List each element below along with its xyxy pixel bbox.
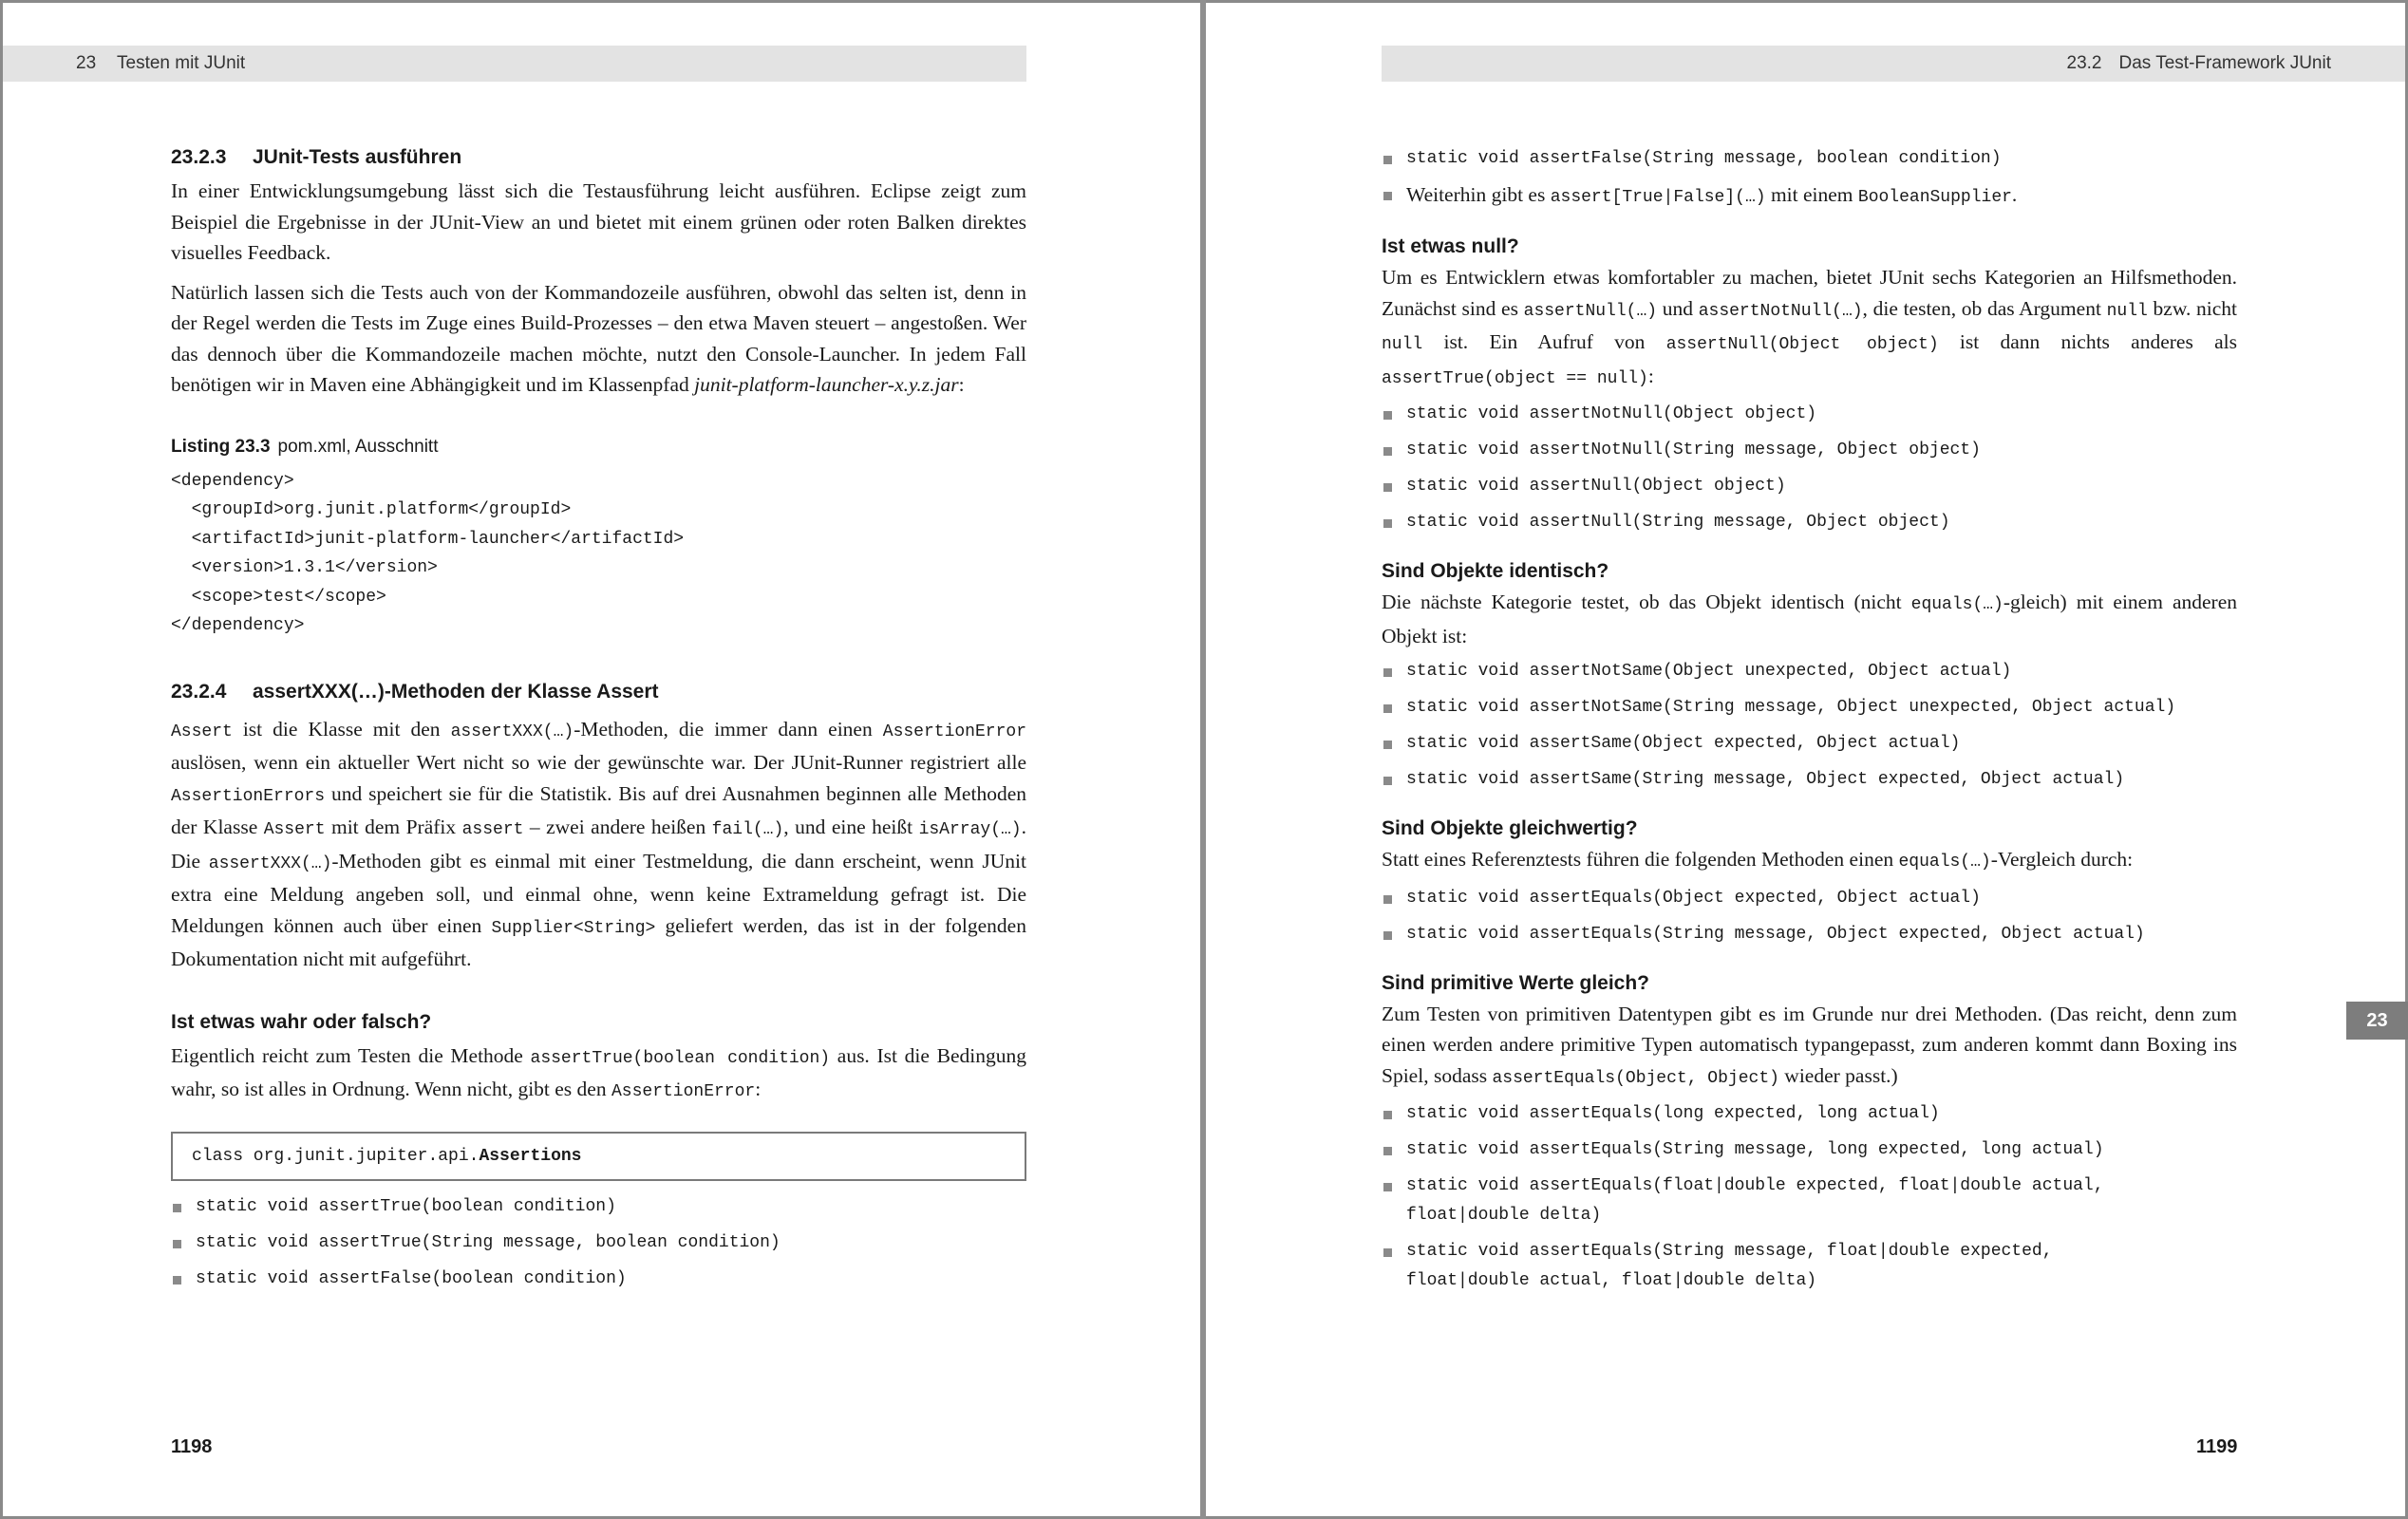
inline-code: Supplier<String> (491, 918, 656, 938)
inline-code: isArray(…) (918, 820, 1022, 839)
inline-code: null (1382, 335, 1423, 354)
inline-code: assertXXX(…) (208, 853, 332, 873)
inline-code: assertTrue(object == null) (1382, 368, 1648, 388)
paragraph-equal: Statt eines Referenztests führen die folgenden Methoden einen equals(…)-Vergleich durch: (1382, 848, 2134, 872)
signature-continuation: float|double actual, float|double delta) (1406, 1271, 1817, 1290)
list-item (1382, 180, 2237, 213)
listing-code: <dependency> <groupId>org.junit.platform</groupId> <artifactId>junit-platform-launcher</artifactId> <version>1.3.1</version> <scope>test</scope> </dependency> (171, 471, 685, 635)
class-box (171, 1132, 1026, 1181)
page-number-left: 1198 (171, 1436, 213, 1457)
header-chapter-title: Testen mit JUnit (117, 53, 246, 73)
method-signature (1382, 508, 2237, 537)
bullet-icon (1383, 1111, 1392, 1119)
bullet-icon (1383, 447, 1392, 456)
inline-code: null (2106, 301, 2148, 321)
signature-text: static void assertTrue(boolean condition) (196, 1196, 616, 1216)
method-signature (1382, 144, 2237, 174)
bullet-icon (1383, 895, 1392, 904)
left-page (171, 142, 1026, 1301)
jar-filename: junit-platform-launcher-x.y.z.jar (694, 373, 959, 396)
method-signature (1382, 1135, 2237, 1165)
inline-code: equals(…) (1898, 853, 1991, 872)
signature-text: static void assertSame(Object expected, Object actual) (1406, 734, 1961, 753)
class-package: class org.junit.jupiter.api. (192, 1146, 480, 1166)
list-item-text: Weiterhin gibt es assert[True|False](…) mit einem BooleanSupplier. (1406, 183, 2018, 207)
paragraph-eclipse: In einer Entwicklungsumgebung lässt sich die Testausführung leicht ausführen. Eclipse zeigt zum Beispiel die Ergebnisse in der JUnit-View an und bietet mit einem grünen oder roten Balken direktes visuelles Feedback. (171, 179, 1026, 264)
section-title: assertXXX(…)-Methoden der Klasse Assert (253, 680, 659, 703)
paragraph-end: : (958, 373, 965, 396)
section-title: JUnit-Tests ausführen (253, 146, 462, 168)
signature-text: static void assertEquals(String message, float|double expected, (1406, 1242, 2053, 1261)
signature-text: static void assertTrue(String message, boolean condition) (196, 1232, 781, 1252)
inline-code: AssertionErrors (171, 786, 326, 806)
paragraph-primitive: Zum Testen von primitiven Datentypen gibt es im Grunde nur drei Methoden. (Das reicht, denn zum einen werden andere primitive Typen automatisch typangepasst, zum anderen kommt dann Boxing ins Spiel, sodass assertEquals(Object, Object) wieder passt.) (1382, 1002, 2237, 1088)
inline-code: assert[True|False](…) (1550, 188, 1766, 207)
inline-code: assertNotNull(…) (1698, 301, 1863, 321)
section-number: 23.2.3 (171, 146, 227, 168)
listing-caption (171, 437, 1026, 458)
subheading-same: Sind Objekte identisch? (1382, 560, 1609, 582)
inline-code: Assert (263, 820, 326, 839)
method-signature (1382, 1099, 2237, 1129)
page-number-right: 1199 (2196, 1436, 2238, 1457)
header-section-title: Das Test-Framework JUnit (2118, 53, 2331, 73)
paragraph-null: Um es Entwicklern etwas komfortabler zu machen, bietet JUnit sechs Kategorien an Hilfsmethoden. Zunächst sind es assertNull(…) und assertNotNull(…), die testen, ob das Argument null bzw. nicht null ist. Ein Aufruf von assertNull(Object object) ist dann nichts anderes als assertTrue(object == null): (1382, 266, 2238, 388)
listing-title: pom.xml, Ausschnitt (277, 436, 439, 457)
signature-list (1382, 400, 2237, 537)
bullet-icon (1383, 704, 1392, 713)
bullet-icon (173, 1276, 181, 1285)
bullet-icon (1383, 156, 1392, 164)
method-signature (1382, 657, 2237, 686)
bullet-icon (173, 1240, 181, 1248)
method-signature (1382, 1172, 2237, 1230)
section-heading-23-2-4 (171, 681, 1026, 703)
signature-text: static void assertFalse(String message, boolean condition) (1406, 149, 2002, 168)
class-name: Assertions (479, 1146, 582, 1166)
signature-text: static void assertNotSame(String message, Object unexpected, Object actual) (1406, 698, 2176, 717)
inline-code: assertTrue(boolean condition) (530, 1048, 831, 1068)
bullet-icon (1383, 192, 1392, 200)
section-heading-23-2-3 (171, 146, 1026, 169)
inline-code: AssertionError (611, 1082, 756, 1101)
method-signature (1382, 436, 2237, 465)
signature-text: static void assertNotNull(Object object) (1406, 404, 1817, 423)
method-signature (1382, 1237, 2237, 1296)
bullet-icon (1383, 1147, 1392, 1155)
page-gutter (1200, 0, 1206, 1519)
inline-code: equals(…) (1910, 595, 2004, 614)
inline-code: assert (461, 820, 524, 839)
bullet-icon (1383, 483, 1392, 492)
signature-continuation: float|double delta) (1406, 1206, 1602, 1225)
running-header-left (3, 46, 1026, 82)
signature-text: static void assertEquals(float|double expected, float|double actual, (1406, 1176, 2104, 1195)
header-section-number: 23.2 (2066, 53, 2102, 73)
method-signature (1382, 472, 2237, 501)
right-page (1382, 142, 2237, 1303)
bullet-icon (1383, 1183, 1392, 1191)
paragraph-commandline (171, 277, 1026, 401)
inline-code: AssertionError (882, 722, 1026, 741)
method-signature (171, 1192, 1026, 1222)
signature-text: static void assertFalse(boolean condition) (196, 1268, 627, 1288)
subheading-primitive: Sind primitive Werte gleich? (1382, 971, 1650, 994)
paragraph-text: Natürlich lassen sich die Tests auch von der Kommandozeile ausführen, obwohl das selten ist, denn in der Regel werden die Tests im Zuge eines Build-Prozesses – den etwa Maven steuert – angestoßen. Wer das dennoch über die Kommandozeile machen möchte, nutzt den Console-Launcher. In jedem Fall benötigen wir in Maven eine Abhängigkeit und im Klassenpfad (171, 280, 1026, 396)
header-chapter-number: 23 (76, 53, 97, 73)
inline-code: fail(…) (711, 820, 784, 839)
signature-text: static void assertEquals(Object expected, Object actual) (1406, 888, 1981, 908)
subheading-null: Ist etwas null? (1382, 235, 1519, 257)
method-signature (1382, 765, 2237, 795)
inline-code: assertNull(Object object) (1665, 335, 1939, 354)
inline-code: Assert (171, 722, 233, 741)
inline-code: BooleanSupplier (1857, 188, 2012, 207)
note-list (1382, 180, 2237, 213)
signature-text: static void assertSame(String message, Object expected, Object actual) (1406, 770, 2125, 789)
bullet-icon (1383, 1248, 1392, 1257)
signature-text: static void assertEquals(long expected, long actual) (1406, 1104, 1940, 1123)
inline-code: assertEquals(Object, Object) (1492, 1068, 1779, 1088)
bullet-icon (1383, 741, 1392, 749)
running-header-right (1382, 46, 2405, 82)
listing-number: Listing 23.3 (171, 436, 271, 457)
signature-text: static void assertEquals(String message, long expected, long actual) (1406, 1140, 2104, 1159)
signature-text: static void assertEquals(String message, Object expected, Object actual) (1406, 924, 2145, 944)
bullet-icon (1383, 519, 1392, 528)
method-signature (171, 1265, 1026, 1294)
method-signature (1382, 693, 2237, 722)
inline-code: assertXXX(…) (450, 722, 574, 741)
bullet-icon (1383, 668, 1392, 677)
chapter-thumb-tab: 23 (2346, 1002, 2408, 1040)
signature-list (171, 1192, 1026, 1294)
signature-text: static void assertNull(Object object) (1406, 477, 1786, 496)
method-signature (1382, 400, 2237, 429)
paragraph-asserttrue: Eigentlich reicht zum Testen die Methode assertTrue(boolean condition) aus. Ist die Bedingung wahr, so ist alles in Ordnung. Wenn nicht, gibt es den AssertionError: (171, 1043, 1026, 1101)
signature-list (1382, 144, 2237, 174)
paragraph-assert: Assert ist die Klasse mit den assertXXX(…)-Methoden, die immer dann einen AssertionError auslösen, wenn ein aktueller Wert nicht so wie der gewünschte war. Der JUnit-Runner registriert alle AssertionErrors und speichert sie für die Statistik. Bis auf drei Ausnahmen beginnen alle Methoden der Klasse Assert mit dem Präfix assert – zwei andere heißen fail(…), und eine heißt isArray(…). Die assertXXX(…)-Methoden gibt es einmal mit einer Testmeldung, die dann erscheint, wenn JUnit extra eine Meldung angeben soll, und einmal ohne, wenn keine Extrameldung gefragt ist. Die Meldungen können auch über einen Supplier<String> geliefert werden, das ist in der folgenden Dokumentation nicht mit aufgeführt. (171, 717, 1026, 970)
bullet-icon (173, 1204, 181, 1212)
signature-text: static void assertNull(String message, Object object) (1406, 513, 1950, 532)
section-number: 23.2.4 (171, 680, 227, 703)
bullet-icon (1383, 931, 1392, 940)
bullet-icon (1383, 777, 1392, 785)
signature-list (1382, 657, 2237, 795)
subheading-true-false: Ist etwas wahr oder falsch? (171, 1010, 432, 1033)
signature-text: static void assertNotNull(String message, Object object) (1406, 441, 1981, 459)
method-signature (1382, 884, 2237, 913)
signature-list (1382, 884, 2237, 949)
subheading-equal: Sind Objekte gleichwertig? (1382, 817, 1638, 839)
signature-text: static void assertNotSame(Object unexpected, Object actual) (1406, 662, 2012, 681)
bullet-icon (1383, 411, 1392, 420)
paragraph-same: Die nächste Kategorie testet, ob das Objekt identisch (nicht equals(…)-gleich) mit einem anderen Objekt ist: (1382, 591, 2238, 647)
inline-code: assertNull(…) (1523, 301, 1658, 321)
method-signature (171, 1228, 1026, 1258)
signature-list (1382, 1099, 2237, 1296)
method-signature (1382, 920, 2237, 949)
method-signature (1382, 729, 2237, 759)
